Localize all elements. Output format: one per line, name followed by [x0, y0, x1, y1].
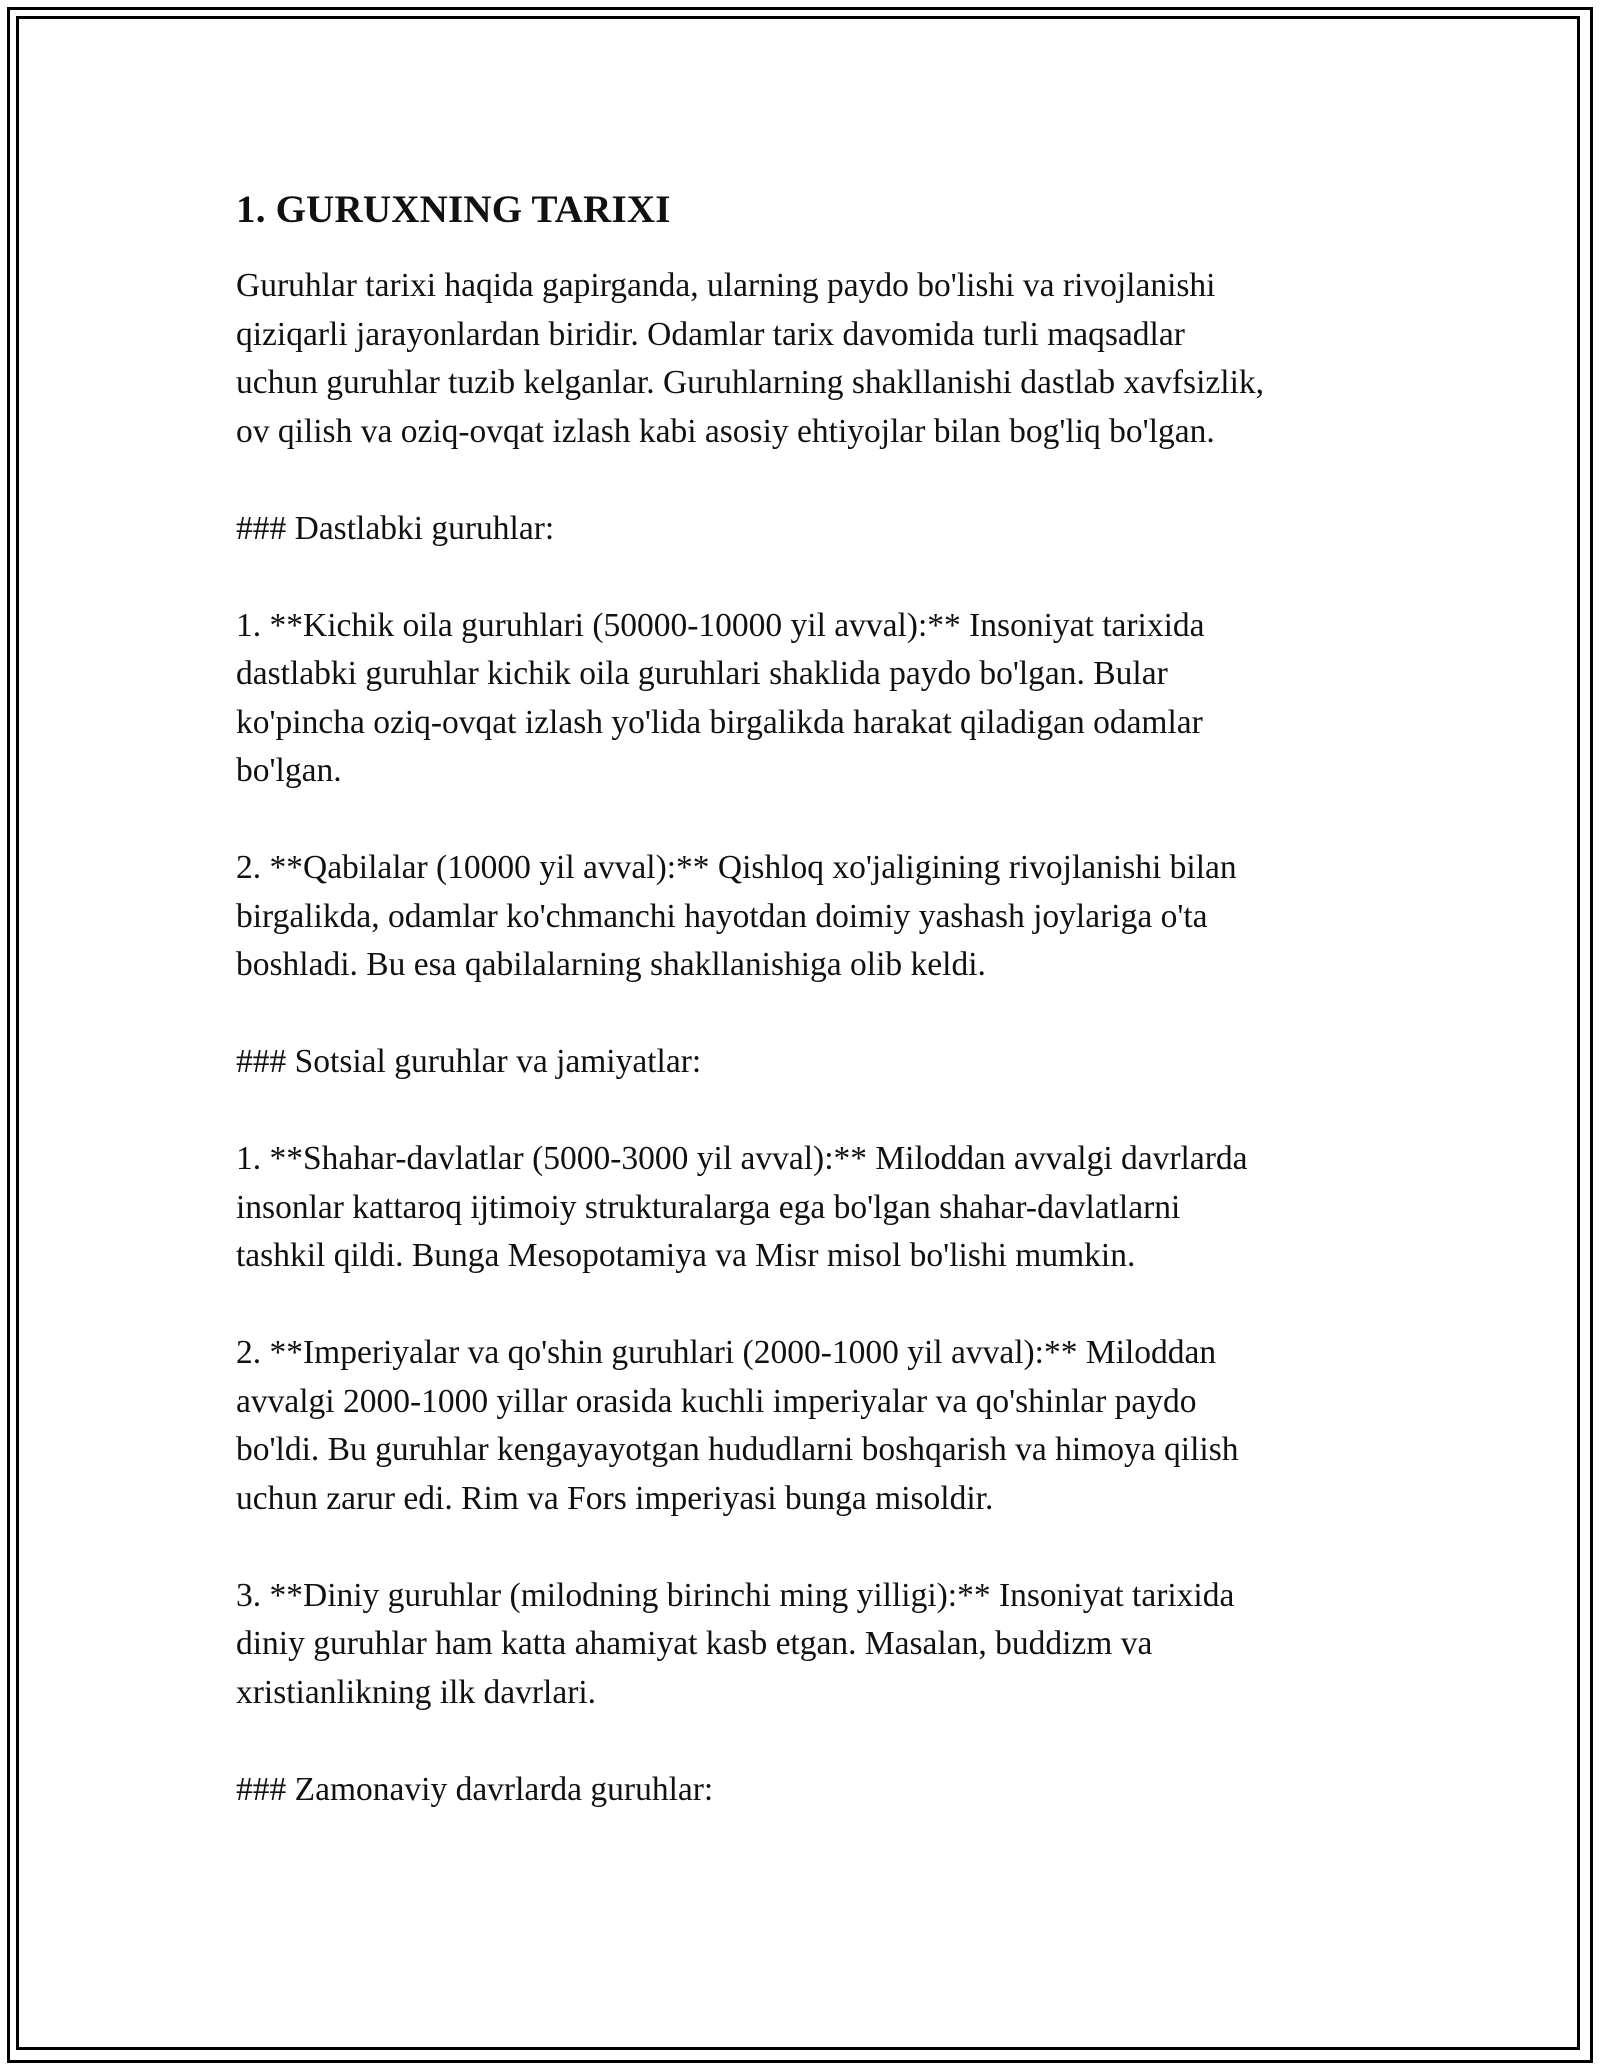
- text-line: ### Dastlabki guruhlar:: [236, 509, 555, 547]
- text-line: xristianlikning ilk davrlari.: [236, 1673, 597, 1711]
- document-paragraphs: [236, 262, 1386, 1814]
- text-line: ko'pincha oziq-ovqat izlash yo'lida birgalikda harakat qiladigan odamlar: [236, 703, 1203, 741]
- text-line: dastlabki guruhlar kichik oila guruhlari shaklida paydo bo'lgan. Bular: [236, 655, 1168, 692]
- text-line: birgalikda, odamlar ko'chmanchi hayotdan doimiy yashash joylariga o'ta: [236, 897, 1208, 935]
- text-line: 1. **Shahar-davlatlar (5000-3000 yil avval):** Miloddan avvalgi davrlarda: [236, 1140, 1248, 1177]
- text-line: 3. **Diniy guruhlar (milodning birinchi ming yilligi):** Insoniyat tarixida: [236, 1576, 1235, 1614]
- document-body: [236, 186, 1386, 1863]
- text-line: ov qilish va oziq-ovqat izlash kabi asosiy ehtiyojlar bilan bog'liq bo'lgan.: [236, 412, 1215, 450]
- text-line: diniy guruhlar ham katta ahamiyat kasb etgan. Masalan, buddizm va: [236, 1625, 1153, 1662]
- text-line: bo'lgan.: [236, 752, 342, 789]
- text-line: avvalgi 2000-1000 yillar orasida kuchli imperiyalar va qo'shinlar paydo: [236, 1382, 1197, 1420]
- list-item: [236, 602, 1386, 796]
- section-heading: [236, 1766, 1386, 1815]
- text-line: qiziqarli jarayonlardan biridir. Odamlar tarix davomida turli maqsadlar: [236, 315, 1185, 353]
- paragraph: [236, 262, 1386, 456]
- text-line: tashkil qildi. Bunga Mesopotamiya va Misr misol bo'lishi mumkin.: [236, 1237, 1136, 1274]
- section-heading: [236, 1038, 1386, 1087]
- list-item: [236, 1572, 1386, 1718]
- list-item: [236, 1329, 1386, 1523]
- text-line: bo'ldi. Bu guruhlar kengayayotgan hududlarni boshqarish va himoya qilish: [236, 1431, 1239, 1468]
- text-line: boshladi. Bu esa qabilalarning shakllanishiga olib keldi.: [236, 946, 986, 983]
- text-line: 2. **Imperiyalar va qo'shin guruhlari (2000-1000 yil avval):** Miloddan: [236, 1334, 1217, 1371]
- text-line: 1. **Kichik oila guruhlari (50000-10000 yil avval):** Insoniyat tarixida: [236, 606, 1205, 644]
- text-line: insonlar kattaroq ijtimoiy strukturalarga ega bo'lgan shahar-davlatlarni: [236, 1188, 1181, 1226]
- text-line: uchun guruhlar tuzib kelganlar. Guruhlarning shakllanishi dastlab xavfsizlik,: [236, 364, 1265, 401]
- text-line: uchun zarur edi. Rim va Fors imperiyasi bunga misoldir.: [236, 1479, 994, 1517]
- document-title: 1. GURUXNING TARIXI: [236, 188, 671, 231]
- text-line: 2. **Qabilalar (10000 yil avval):** Qishloq xo'jaligining rivojlanishi bilan: [236, 849, 1237, 886]
- list-item: [236, 1135, 1386, 1281]
- list-item: [236, 844, 1386, 990]
- text-line: Guruhlar tarixi haqida gapirganda, ularning paydo bo'lishi va rivojlanishi: [236, 267, 1216, 304]
- text-line: ### Zamonaviy davrlarda guruhlar:: [236, 1770, 714, 1808]
- section-heading: [236, 505, 1386, 554]
- text-line: ### Sotsial guruhlar va jamiyatlar:: [236, 1043, 702, 1080]
